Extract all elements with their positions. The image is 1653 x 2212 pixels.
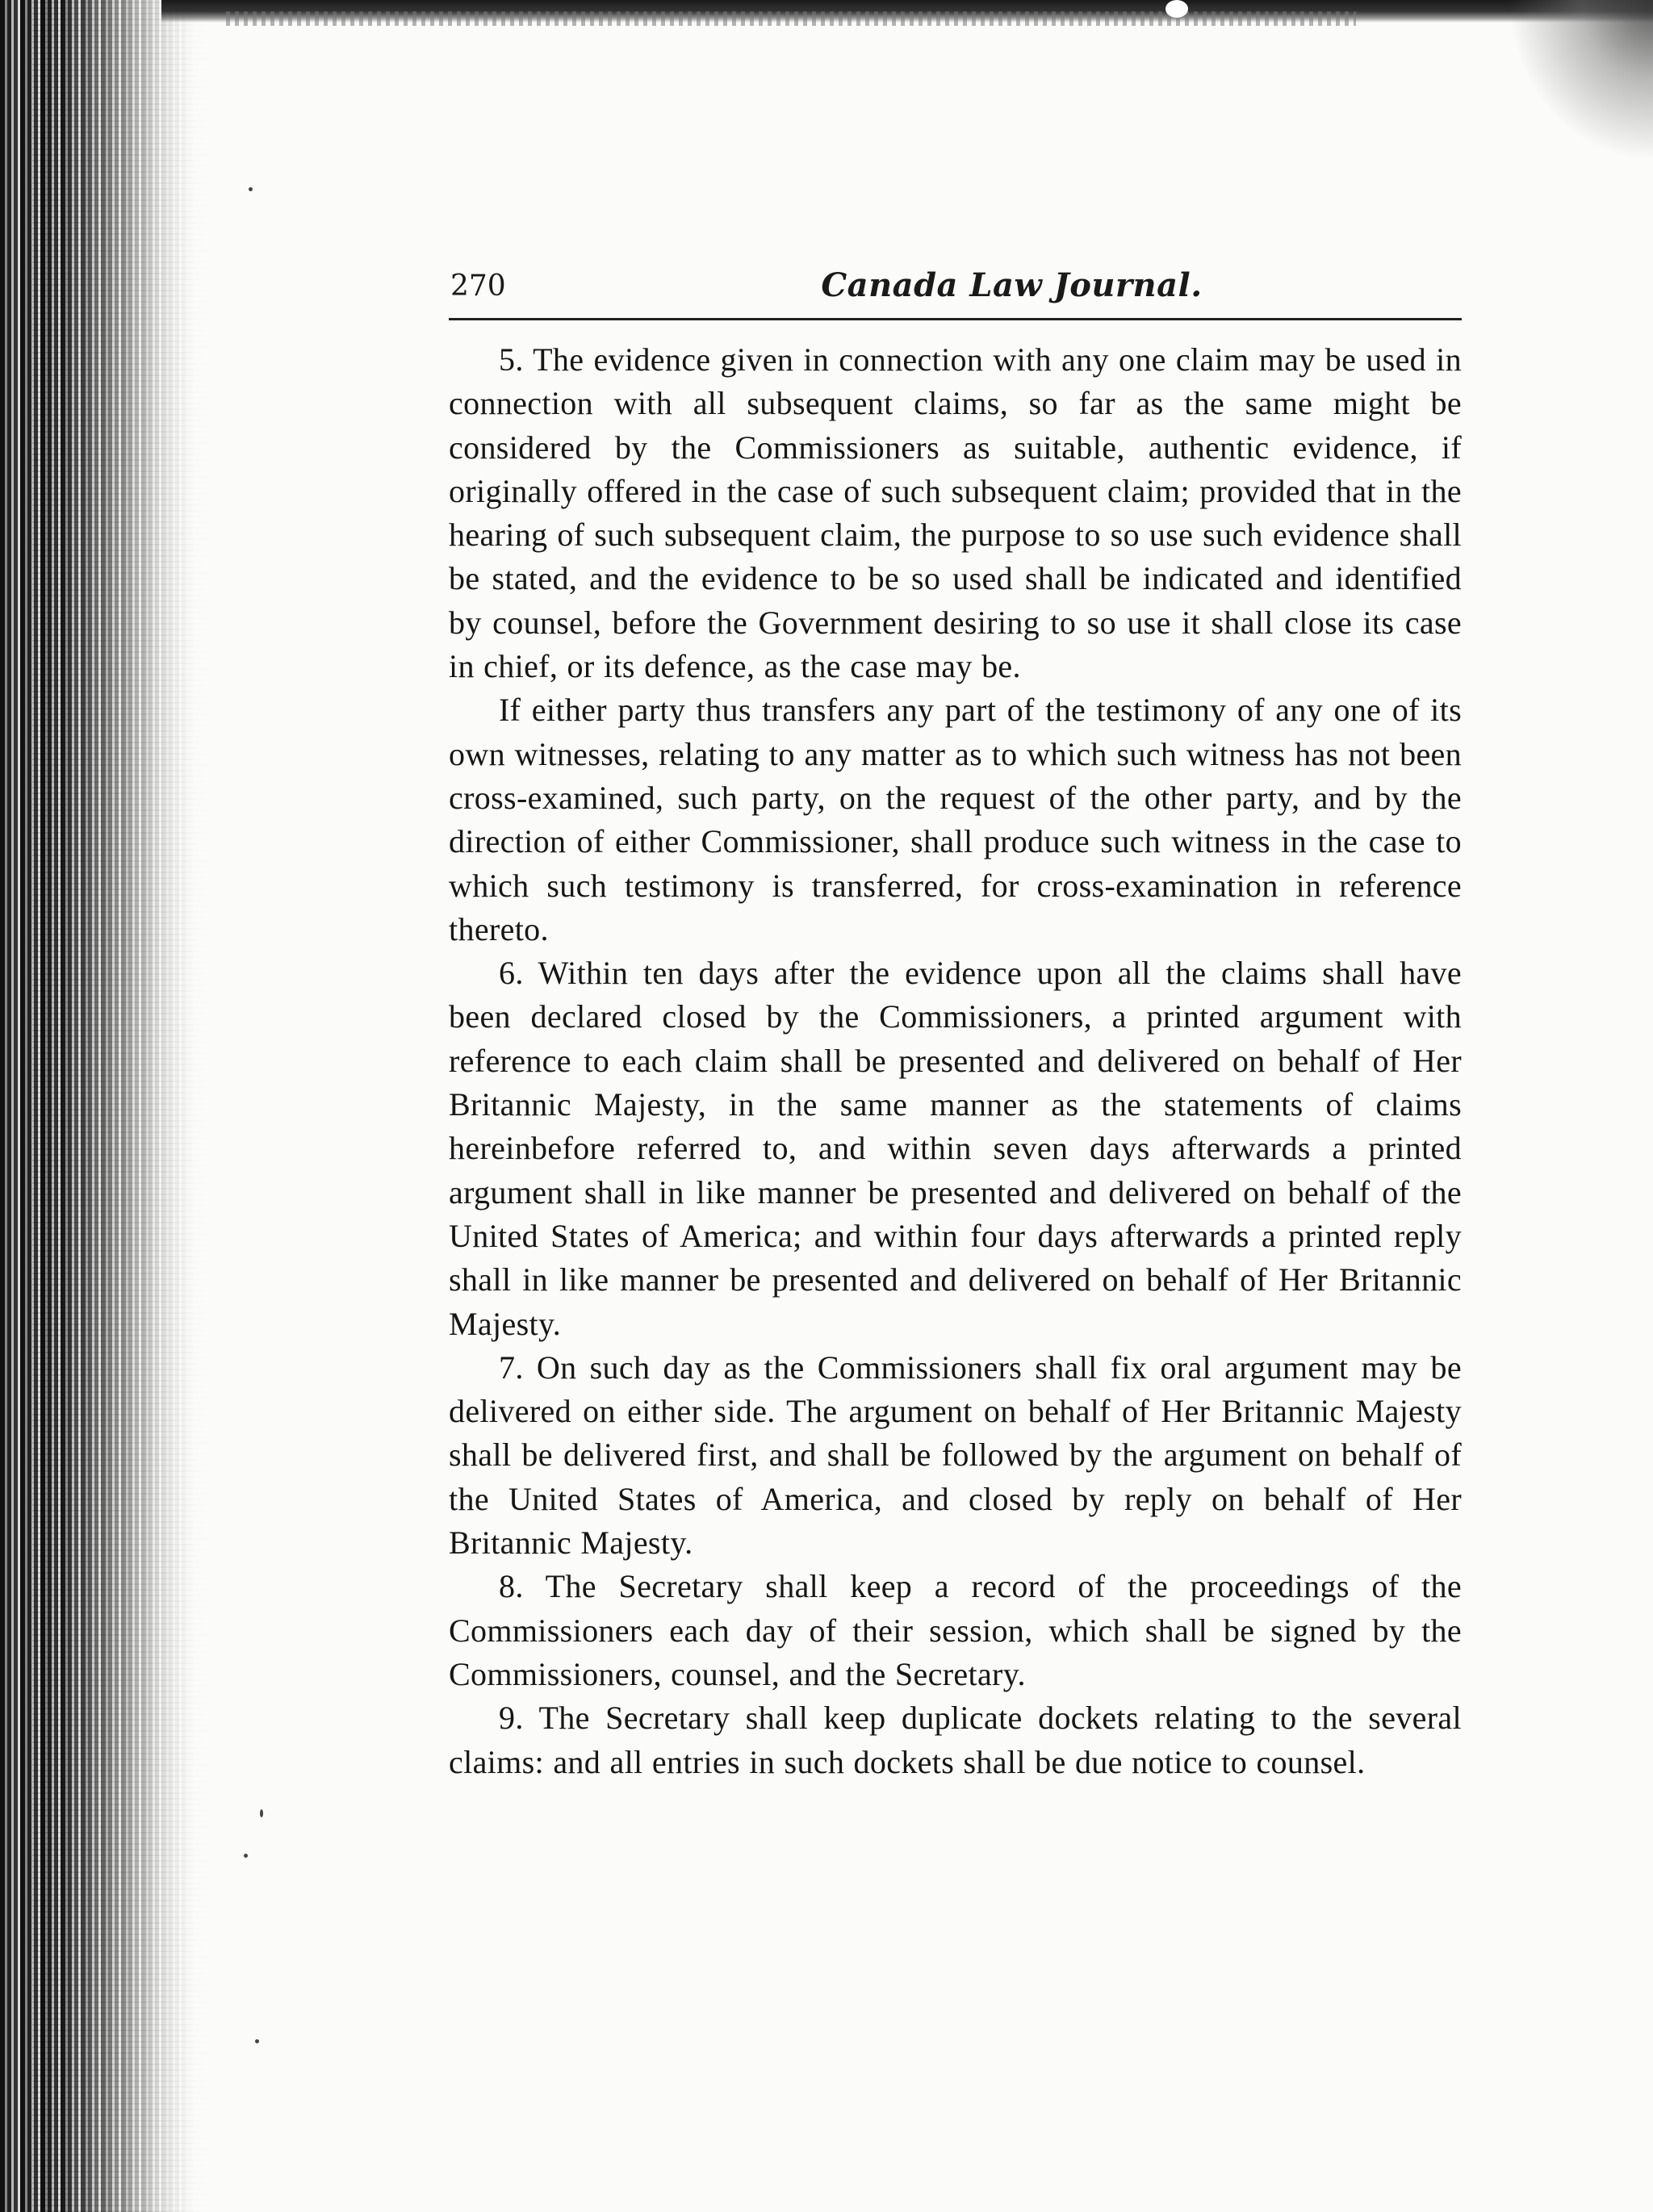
paragraph-7: 7. On such day as the Commissioners shall fix oral argument may be delivered on either side. The argument on behalf of Her Britannic Majesty shall be delivered first, and shall be followed by the argument on behalf of the United States of America, and closed by reply on behalf of Her Britannic Majesty. xyxy=(449,1349,1462,1562)
page-number: 270 xyxy=(450,270,506,303)
journal-title: Canada Law Journal. xyxy=(821,266,1203,304)
paragraph-6: 6. Within ten days after the evidence upon all the claims shall have been declared closed by the Commissioners, a printed argument with reference to each claim shall be presented and delivered on behalf of Her Britannic Majesty, in the same manner as the statements of claims hereinbefore referred to, and within seven days afterwards a printed argument shall in like manner be presented and delivered on behalf of the United States of America; and within four days afterwards a printed reply shall in like manner be presented and delivered on behalf of Her Britannic Majesty. xyxy=(449,955,1462,1342)
margin-speck xyxy=(244,1854,248,1858)
running-head xyxy=(449,266,1462,320)
page-content xyxy=(449,266,1462,1784)
corner-smudge xyxy=(1508,0,1653,161)
body-text xyxy=(449,338,1462,1784)
paragraph-9: 9. The Secretary shall keep duplicate dockets relating to the several claims: and all entries in such dockets shall be due notice to counsel. xyxy=(449,1700,1462,1780)
margin-speck xyxy=(260,1809,263,1817)
margin-speck xyxy=(249,187,253,191)
binding-shadow xyxy=(32,0,210,2212)
paragraph-transfer-testimony: If either party thus transfers any part of the testimony of any one of its own witnesses, relating to any matter as to which such witness has not been cross-examined, such party, on the request of the other party, and by the direction of either Commissioner, shall produce such witness in the case to which such testimony is transferred, for cross-examination in reference thereto. xyxy=(449,692,1462,947)
margin-speck xyxy=(255,2039,259,2043)
stray-mark xyxy=(1165,0,1188,18)
paragraph-5: 5. The evidence given in connection with any one claim may be used in connection with all subsequent claims, so far as the same might be considered by the Commissioners as suitable, authentic evidence, if originally offered in the case of such subsequent claim; provided that in the hearing of such subsequent claim, the purpose to so use such evidence shall be stated, and the evidence to be so used shall be indicated and identified by counsel, before the Government desiring to so use it shall close its case in chief, or its defence, as the case may be. xyxy=(449,341,1462,685)
paragraph-8: 8. The Secretary shall keep a record of the proceedings of the Commissioners each day of their session, which shall be signed by the Commissioners, counsel, and the Secretary. xyxy=(449,1568,1462,1692)
top-edge-texture xyxy=(226,11,1356,26)
